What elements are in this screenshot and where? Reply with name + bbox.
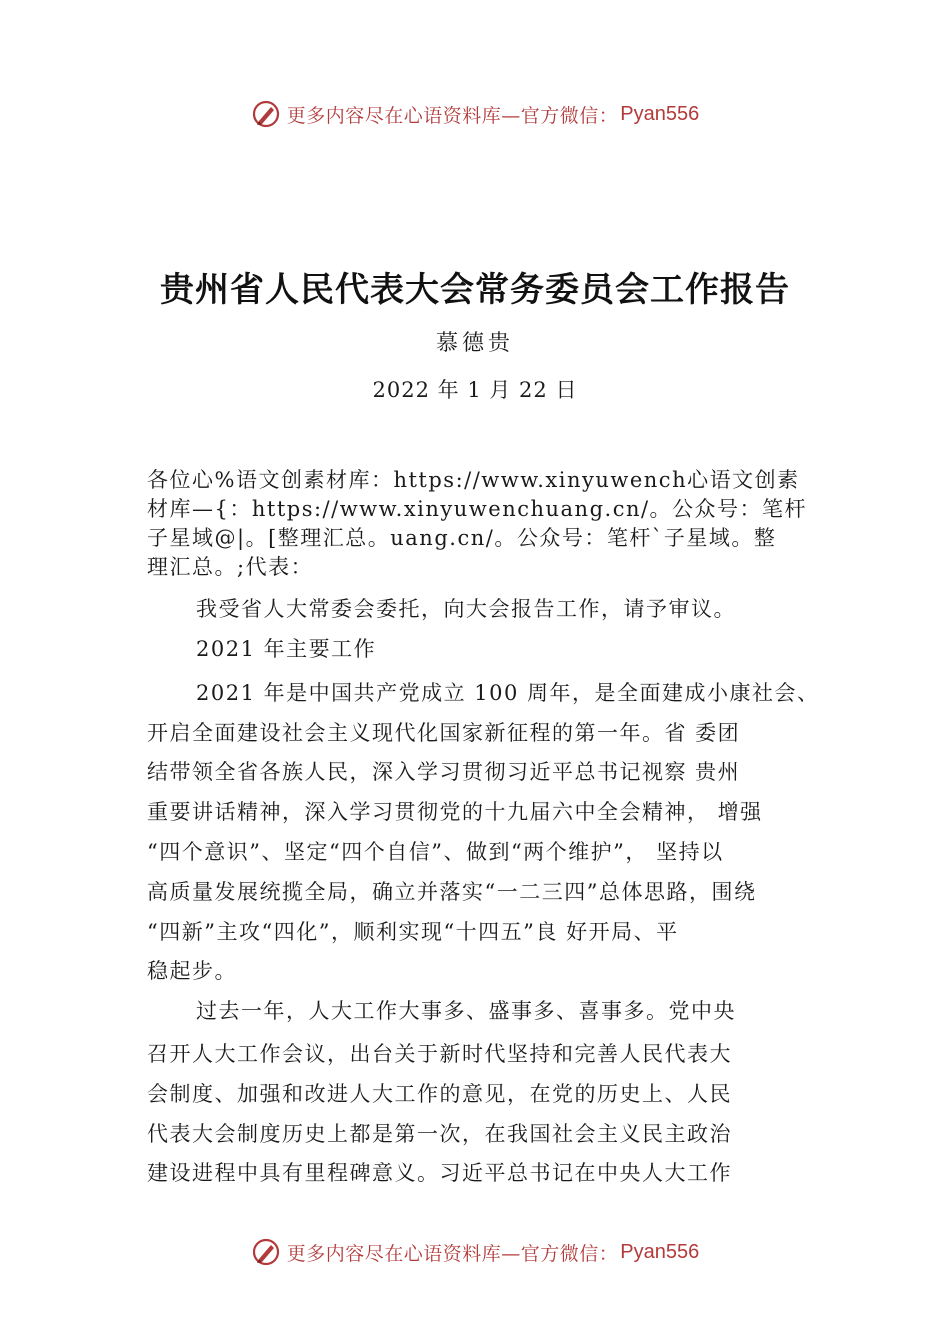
report-date: 2022 年 1 月 22 日 [372, 378, 578, 402]
body-line: 我受省人大常委会委托，向大会报告工作，请予审议。 [196, 597, 736, 621]
page-title: 贵州省人民代表大会常务委员会工作报告 [160, 270, 790, 310]
body-line: “四个意识”、坚定“四个自信”、做到“两个维护”， 坚持以 [147, 840, 724, 864]
body-line: 结带领全省各族人民，深入学习贯彻习近平总书记视察 贵州 [147, 760, 741, 784]
body-line: “四新”主攻“四化”，顺利实现“十四五”良 好开局、平 [147, 920, 679, 944]
body-line: 建设进程中具有里程碑意义。习近平总书记在中央人大工作 [147, 1161, 732, 1185]
author-name: 慕德贵 [435, 331, 514, 356]
watermark-text: 更多内容尽在心语资料库—官方微信： [286, 1242, 619, 1265]
pen-circle-logo-icon [251, 1237, 281, 1267]
body-line: 材库—{：https://www.xinyuwenchuang.cn/。公众号：笔杆 [147, 497, 808, 521]
watermark-banner-top [0, 94, 950, 134]
body-line: 重要讲话精神，深入学习贯彻党的十九届六中全会精神， 增强 [147, 800, 763, 824]
watermark-text: 更多内容尽在心语资料库—官方微信： [286, 104, 619, 127]
watermark-handle: Pyan556 [620, 102, 700, 125]
body-line: 会制度、加强和改进人大工作的意见，在党的历史上、人民 [147, 1082, 732, 1106]
body-line: 2021 年是中国共产党成立 100 周年，是全面建成小康社会、 [196, 681, 820, 705]
body-line: 稳起步。 [147, 959, 237, 983]
body-line: 召开人大工作会议，出台关于新时代坚持和完善人民代表大 [147, 1042, 732, 1066]
body-line: 理汇总。;代表： [147, 555, 314, 579]
watermark-handle: Pyan556 [620, 1240, 700, 1263]
body-line: 高质量发展统揽全局，确立并落实“一二三四”总体思路，围绕 [147, 880, 757, 904]
body-line: 开启全面建设社会主义现代化国家新征程的第一年。省 委团 [147, 721, 741, 745]
pen-circle-logo-icon [251, 99, 281, 129]
body-line: 代表大会制度历史上都是第一次，在我国社会主义民主政治 [147, 1122, 732, 1146]
section-heading: 2021 年主要工作 [196, 637, 377, 661]
body-line: 子星域@|。[整理汇总。uang.cn/。公众号：笔杆`子星域。整 [147, 526, 777, 550]
body-line: 各位心%语文创素材库：https://www.xinyuwench心语文创素 [147, 468, 800, 492]
body-line: 过去一年，人大工作大事多、盛事多、喜事多。党中央 [196, 999, 736, 1023]
watermark-banner-bottom [0, 1232, 950, 1272]
